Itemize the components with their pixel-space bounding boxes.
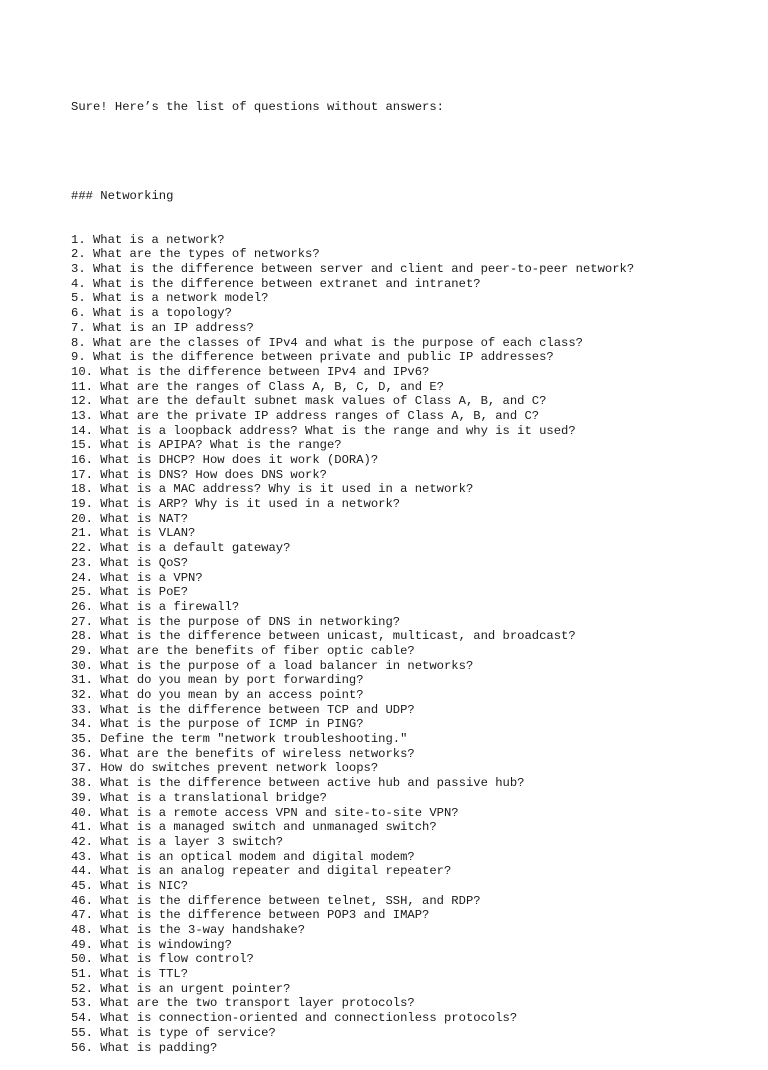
question-item: 28. What is the difference between unicast, multicast, and broadcast? bbox=[71, 629, 576, 644]
question-item: 21. What is VLAN? bbox=[71, 526, 196, 541]
question-item: 53. What are the two transport layer protocols? bbox=[71, 996, 415, 1011]
question-item: 30. What is the purpose of a load balancer in networks? bbox=[71, 658, 474, 673]
question-item: 54. What is connection-oriented and connectionless protocols? bbox=[71, 1011, 518, 1026]
question-item: 41. What is a managed switch and unmanaged switch? bbox=[71, 820, 437, 835]
question-item: 27. What is the purpose of DNS in networking? bbox=[71, 614, 401, 629]
section-heading: ### Networking bbox=[71, 188, 174, 203]
question-item: 22. What is a default gateway? bbox=[71, 541, 291, 556]
question-item: 43. What is an optical modem and digital modem? bbox=[71, 849, 415, 864]
question-item: 34. What is the purpose of ICMP in PING? bbox=[71, 717, 364, 732]
question-item: 6. What is a topology? bbox=[71, 306, 232, 321]
question-item: 18. What is a MAC address? Why is it used in a network? bbox=[71, 482, 474, 497]
question-item: 39. What is a translational bridge? bbox=[71, 790, 327, 805]
question-item: 31. What do you mean by port forwarding? bbox=[71, 673, 364, 688]
question-item: 14. What is a loopback address? What is the range and why is it used? bbox=[71, 423, 576, 438]
question-item: 37. How do switches prevent network loops? bbox=[71, 761, 379, 776]
question-item: 2. What are the types of networks? bbox=[71, 247, 320, 262]
question-item: 9. What is the difference between private and public IP addresses? bbox=[71, 350, 554, 365]
question-item: 36. What are the benefits of wireless networks? bbox=[71, 746, 415, 761]
question-item: 5. What is a network model? bbox=[71, 291, 269, 306]
question-item: 20. What is NAT? bbox=[71, 511, 189, 526]
question-item: 10. What is the difference between IPv4 and IPv6? bbox=[71, 364, 430, 379]
question-item: 17. What is DNS? How does DNS work? bbox=[71, 467, 327, 482]
question-item: 44. What is an analog repeater and digital repeater? bbox=[71, 864, 452, 879]
question-item: 29. What are the benefits of fiber optic cable? bbox=[71, 643, 415, 658]
intro-text: Sure! Here’s the list of questions without answers: bbox=[71, 100, 444, 115]
question-item: 11. What are the ranges of Class A, B, C, D, and E? bbox=[71, 379, 444, 394]
blank-line bbox=[71, 145, 751, 160]
question-item: 1. What is a network? bbox=[71, 232, 225, 247]
question-item: 25. What is PoE? bbox=[71, 585, 189, 600]
document-body bbox=[71, 71, 751, 1070]
question-item: 3. What is the difference between server and client and peer-to-peer network? bbox=[71, 262, 635, 277]
question-item: 48. What is the 3-way handshake? bbox=[71, 923, 306, 937]
question-item: 42. What is a layer 3 switch? bbox=[71, 834, 284, 849]
question-item: 12. What are the default subnet mask values of Class A, B, and C? bbox=[71, 394, 547, 409]
question-item: 47. What is the difference between POP3 and IMAP? bbox=[71, 908, 430, 923]
question-item: 50. What is flow control? bbox=[71, 952, 254, 967]
question-item: 23. What is QoS? bbox=[71, 555, 189, 570]
question-item: 15. What is APIPA? What is the range? bbox=[71, 438, 342, 453]
question-item: 16. What is DHCP? How does it work (DORA)? bbox=[71, 453, 379, 467]
question-item: 24. What is a VPN? bbox=[71, 570, 203, 585]
question-item: 40. What is a remote access VPN and site-to-site VPN? bbox=[71, 805, 459, 820]
question-item: 35. Define the term "network troubleshooting." bbox=[71, 732, 408, 747]
question-item: 19. What is ARP? Why is it used in a network? bbox=[71, 497, 401, 512]
question-item: 32. What do you mean by an access point? bbox=[71, 688, 364, 702]
question-item: 49. What is windowing? bbox=[71, 937, 232, 952]
question-item: 26. What is a firewall? bbox=[71, 599, 240, 614]
question-list bbox=[71, 233, 751, 1056]
question-item: 52. What is an urgent pointer? bbox=[71, 981, 291, 996]
question-item: 55. What is type of service? bbox=[71, 1025, 276, 1040]
question-item: 13. What are the private IP address ranges of Class A, B, and C? bbox=[71, 408, 540, 423]
question-item: 51. What is TTL? bbox=[71, 967, 189, 982]
question-item: 46. What is the difference between telnet, SSH, and RDP? bbox=[71, 893, 481, 908]
question-item: 38. What is the difference between active hub and passive hub? bbox=[71, 776, 525, 791]
question-item: 33. What is the difference between TCP and UDP? bbox=[71, 702, 415, 717]
question-item: 8. What are the classes of IPv4 and what is the purpose of each class? bbox=[71, 335, 583, 350]
question-item: 7. What is an IP address? bbox=[71, 320, 254, 335]
question-item: 45. What is NIC? bbox=[71, 878, 189, 893]
question-item: 4. What is the difference between extranet and intranet? bbox=[71, 276, 481, 291]
question-item: 56. What is padding? bbox=[71, 1040, 218, 1055]
